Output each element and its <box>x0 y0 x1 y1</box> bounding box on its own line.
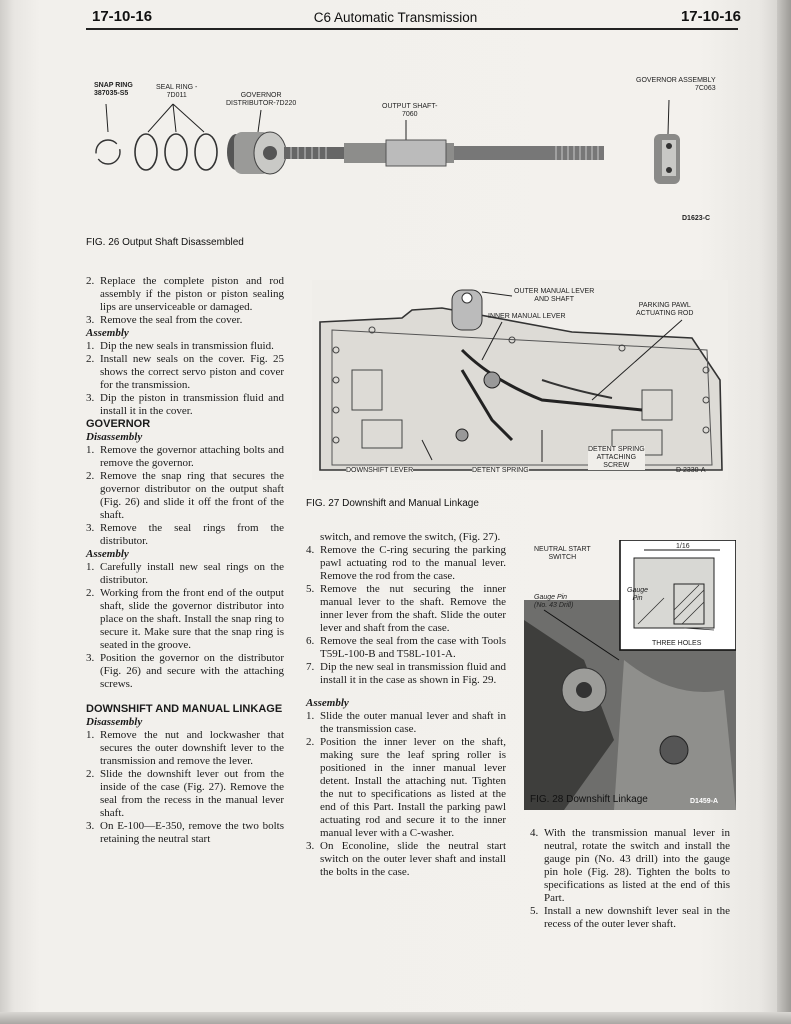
page-bottom-shadow <box>0 1012 791 1024</box>
label-downshift-lever: DOWNSHIFT LEVER <box>346 467 414 474</box>
list-item <box>306 710 506 736</box>
item-text: Remove the snap ring that secures the governor distributor on the output shaft (Fig. 26) and slide it off the front of the shaft. <box>100 470 284 521</box>
item-number: 1. <box>86 444 95 456</box>
list-item <box>86 353 284 392</box>
item-text: With the transmission manual lever in neutral, rotate the switch and install the gauge pin (No. 43 drill) into the gauge pin hole (Fig. 28). Tighten the bolts to specifications as listed at the end of this Part. <box>544 827 730 904</box>
downshift-heading: DOWNSHIFT AND MANUAL LINKAGE <box>86 703 283 715</box>
item-text: Remove the nut and lockwasher that secures the outer downshift lever to the transmission and remove the lever. <box>100 729 284 767</box>
item-text: Slide the downshift lever out from the inside of the case (Fig. 27). Remove the seal from the recess in the manual lever shaft. <box>100 768 284 819</box>
item-number: 6. <box>306 635 315 647</box>
label-inner-manual-lever: INNER MANUAL LEVER <box>488 313 566 320</box>
label-parking-pawl-rod: PARKING PAWL ACTUATING ROD <box>636 302 694 317</box>
item-text: Position the inner lever on the shaft, making sure the leaf spring roller is positioned in the inner manual lever detent. Install the attaching nut. Tighten the nut to specifications as listed at the end of this Part. Install the parking pawl actuating rod and secure it to the inner manual lever with a C-washer. <box>320 736 506 839</box>
item-text: Install a new downshift lever seal in the recess of the outer lever shaft. <box>544 905 730 930</box>
item-text: Remove the C-ring securing the parking pawl actuating rod to the manual lever. Remove the rod from the case. <box>320 544 506 582</box>
label-snap-ring: SNAP RING 387035-S5 <box>94 82 133 97</box>
label-detent-spring: DETENT SPRING <box>472 467 529 474</box>
label-neutral-start-switch: NEUTRAL START SWITCH <box>534 546 591 561</box>
list-item <box>86 444 284 470</box>
item-number: 5. <box>530 905 539 917</box>
list-item <box>86 587 284 652</box>
list-item <box>86 729 284 768</box>
gov-disassembly-heading: Disassembly <box>86 431 143 443</box>
list-item <box>530 827 730 905</box>
list-item <box>86 470 284 522</box>
label-detent-spring-screw: DETENT SPRING ATTACHING SCREW <box>588 446 645 469</box>
page-title: C6 Automatic Transmission <box>313 10 478 25</box>
item-number: 2. <box>86 275 95 287</box>
item-number: 2. <box>86 768 95 780</box>
list-item <box>86 340 284 353</box>
item-number: 3. <box>86 392 95 404</box>
fig28-caption: FIG. 28 Downshift Linkage <box>530 794 648 805</box>
item-text: Slide the outer manual lever and shaft in the transmission case. <box>320 710 506 735</box>
list-item <box>86 275 284 314</box>
item-number: 5. <box>306 583 315 595</box>
fig27-caption: FIG. 27 Downshift and Manual Linkage <box>306 498 479 509</box>
label-output-shaft: OUTPUT SHAFT- 7060 <box>382 103 438 118</box>
page-number-left: 17-10-16 <box>92 8 153 25</box>
list-item <box>306 544 506 583</box>
list-item <box>306 840 506 879</box>
fig26-code: D1623-C <box>682 215 711 222</box>
list-item <box>530 905 730 931</box>
item-number: 2. <box>86 353 95 365</box>
header-rule <box>86 28 738 30</box>
col2-assembly-heading: Assembly <box>306 697 349 709</box>
text-column-3 <box>530 827 730 931</box>
item-text: Remove the governor attaching bolts and remove the governor. <box>100 444 284 469</box>
item-number: 7. <box>306 661 315 673</box>
item-text: Remove the seal from the case with Tools T59L-100-B and T58L-101-A. <box>320 635 506 660</box>
item-number: 1. <box>306 710 315 722</box>
list-item <box>306 583 506 635</box>
page-edge-shadow <box>777 0 791 1024</box>
list-item <box>306 661 506 687</box>
item-text: Replace the complete piston and rod assembly if the piston or piston sealing lips are unserviceable or damaged. <box>100 275 284 313</box>
label-gauge-pin-right: Gauge Pin <box>627 587 649 602</box>
continued-text: switch, and remove the switch, (Fig. 27). <box>320 531 501 543</box>
item-number: 1. <box>86 340 95 352</box>
list-item <box>86 768 284 820</box>
item-text: Dip the new seal in transmission fluid and install it in the case as shown in Fig. 29. <box>320 661 506 686</box>
governor-heading: GOVERNOR <box>86 418 151 430</box>
item-number: 3. <box>86 522 95 534</box>
text-column-2 <box>306 531 506 879</box>
ds-disassembly-heading: Disassembly <box>86 716 143 728</box>
label-governor-distributor: GOVERNOR DISTRIBUTOR-7D220 <box>226 92 297 107</box>
list-item <box>86 820 284 846</box>
label-three-holes: THREE HOLES <box>652 640 702 647</box>
fig27-code: D 2330-A <box>676 467 706 474</box>
fig26-caption: FIG. 26 Output Shaft Disassembled <box>86 237 244 248</box>
item-number: 2. <box>86 587 95 599</box>
fig28-code: D1459-A <box>690 798 719 805</box>
item-text: Install new seals on the cover. Fig. 25 shows the correct servo piston and cover for the transmission. <box>100 353 284 391</box>
item-number: 1. <box>86 729 95 741</box>
list-item <box>86 522 284 548</box>
list-item <box>306 736 506 840</box>
list-item <box>86 652 284 691</box>
item-number: 3. <box>86 820 95 832</box>
list-item <box>86 314 284 327</box>
item-number: 3. <box>86 314 95 326</box>
item-number: 1. <box>86 561 95 573</box>
item-text: Remove the seal from the cover. <box>100 314 243 326</box>
list-item <box>86 561 284 587</box>
assembly-heading: Assembly <box>86 327 129 339</box>
item-text: Dip the new seals in transmission fluid. <box>100 340 274 352</box>
item-text: Dip the piston in transmission fluid and install it in the cover. <box>100 392 284 417</box>
text-column-1 <box>86 275 284 846</box>
item-number: 2. <box>306 736 315 748</box>
item-text: On E-100—E-350, remove the two bolts retaining the neutral start <box>100 820 284 845</box>
item-number: 4. <box>530 827 539 839</box>
item-text: Position the governor on the distributor (Fig. 26) and secure with the attaching screws. <box>100 652 284 690</box>
item-number: 4. <box>306 544 315 556</box>
item-text: Carefully install new seal rings on the distributor. <box>100 561 284 586</box>
item-number: 3. <box>306 840 315 852</box>
item-number: 2. <box>86 470 95 482</box>
label-seal-ring: SEAL RING - 7D011 <box>156 84 198 99</box>
item-text: Remove the seal rings from the distributor. <box>100 522 284 547</box>
fig28-switch-photo <box>524 540 736 810</box>
label-governor-assembly: GOVERNOR ASSEMBLY 7C063 <box>636 77 716 92</box>
list-item <box>306 635 506 661</box>
list-item <box>86 392 284 418</box>
item-text: On Econoline, slide the neutral start switch on the outer lever shaft and install the bolts in the case. <box>320 840 506 878</box>
label-dimension: 1/16 <box>676 543 690 550</box>
label-gauge-pin-left: Gauge Pin (No. 43 Drill) <box>534 594 574 609</box>
gov-assembly-heading: Assembly <box>86 548 129 560</box>
item-text: Remove the nut securing the inner manual lever to the shaft. Remove the inner lever from the shaft. Slide the outer lever and shaft from the case. <box>320 583 506 634</box>
item-number: 3. <box>86 652 95 664</box>
page-number-right: 17-10-16 <box>680 8 741 25</box>
label-outer-manual-lever: OUTER MANUAL LEVER AND SHAFT <box>514 288 595 303</box>
item-text: Working from the front end of the output shaft, slide the governor distributor into place on the shaft. Install the snap ring to secure it. Make sure that the snap ring is seated in the groove. <box>100 587 284 651</box>
